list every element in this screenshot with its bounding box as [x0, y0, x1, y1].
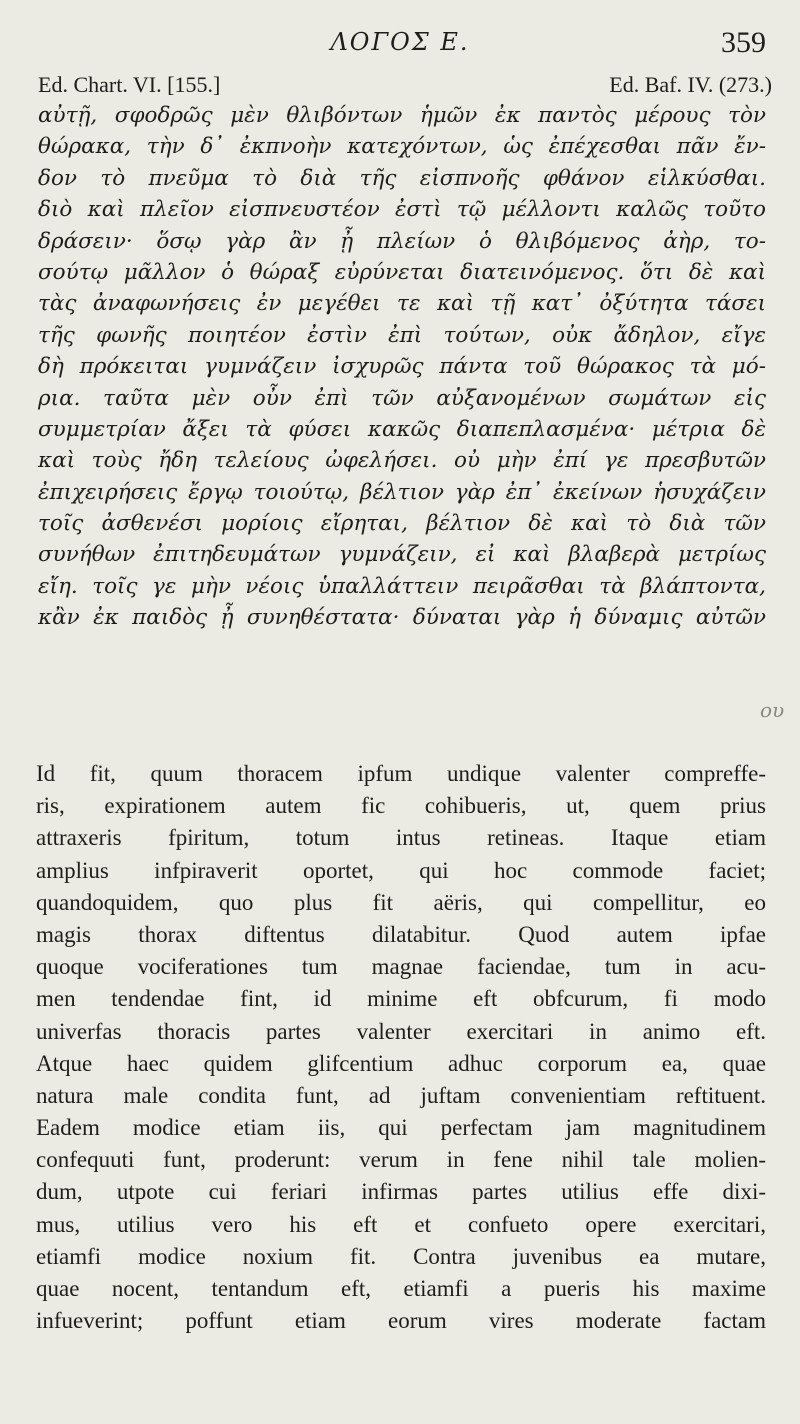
latin-line: amplius infpiraverit oportet, qui hoc commode faciet; — [36, 857, 766, 883]
greek-line: τοῖς ἀσθενέσι μορίοις εἴρηται, βέλτιον δὲ καὶ τὸ διὰ τῶν — [38, 511, 766, 537]
running-title: ΛΟΓΟΣ Ε. — [330, 28, 470, 56]
latin-text-block — [36, 758, 766, 1337]
page-number: 359 — [721, 26, 766, 59]
edition-chartier-reference: Ed. Chart. VI. [155.] — [38, 72, 221, 97]
edition-basel-reference: Ed. Baf. IV. (273.) — [609, 72, 772, 97]
greek-line: σούτῳ μᾶλλον ὁ θώραξ εὐρύνεται διατεινόμενος. ὅτι δὲ καὶ — [38, 259, 766, 285]
latin-line: confequuti funt, proderunt: verum in fene nihil tale molien- — [36, 1147, 766, 1173]
latin-line: quandoquidem, quo plus fit aëris, qui compellitur, eo — [36, 889, 766, 915]
greek-line: συνήθων ἐπιτηδευμάτων γυμνάζειν, εἰ καὶ βλαβερὰ μετρίως — [38, 542, 766, 568]
greek-line: εἴη. τοῖς γε μὴν νέοις ὑπαλλάττειν πειρᾶσθαι τὰ βλάπτοντα, — [38, 573, 766, 599]
greek-line: διὸ καὶ πλεῖον εἰσπνευστέον ἐστὶ τῷ μέλλοντι καλῶς τοῦτο — [38, 197, 766, 223]
greek-line: θώρακα, τὴν δ᾽ ἐκπνοὴν κατεχόντων, ὡς ἐπέχεσθαι πᾶν ἔν- — [38, 134, 766, 160]
latin-line: etiamfi modice noxium fit. Contra juvenibus ea mutare, — [36, 1243, 766, 1269]
greek-line: τῆς φωνῆς ποιητέον ἐστὶν ἐπὶ τούτων, οὐκ ἄδηλον, εἴγε — [38, 322, 766, 348]
greek-line: δον τὸ πνεῦμα τὸ διὰ τῆς εἰσπνοῆς φθάνον εἱλκύσθαι. — [38, 165, 766, 191]
latin-line: infueverint; poffunt etiam eorum vires moderate factam — [36, 1308, 766, 1334]
greek-text-block — [38, 100, 766, 634]
bleed-through-shadow — [50, 700, 750, 724]
latin-line: Eadem modice etiam iis, qui perfectam jam magnitudinem — [36, 1115, 766, 1141]
latin-line: Id fit, quum thoracem ipfum undique valenter compreffe- — [36, 761, 766, 786]
latin-line: ris, expirationem autem fic cohibueris, ut, quem prius — [36, 793, 766, 819]
greek-line: ἐπιχειρήσεις ἔργῳ τοιούτῳ, βέλτιον γὰρ ἐπ᾽ ἐκείνων ἡσυχάζειν — [38, 479, 766, 505]
greek-line: κἂν ἐκ παιδὸς ᾖ συνηθέστατα· δύναται γὰρ ἡ δύναμις αὐτῶν — [38, 605, 766, 631]
edition-references — [38, 72, 772, 102]
greek-line: δὴ πρόκειται γυμνάζειν ἰσχυρῶς πάντα τοῦ θώρακος τὰ μό- — [38, 354, 766, 380]
latin-line: natura male condita funt, ad juftam convenientiam reftituent. — [36, 1082, 766, 1108]
greek-line: τὰς ἀναφωνήσεις ἐν μεγέθει τε καὶ τῇ κατ᾽ ὀξύτητα τάσει — [38, 291, 766, 317]
latin-line: univerfas thoracis partes valenter exercitari in animo eft. — [36, 1018, 766, 1044]
latin-line: magis thorax diftentus dilatabitur. Quod autem ipfae — [36, 921, 766, 947]
latin-line: quoque vociferationes tum magnae faciendae, tum in acu- — [36, 954, 766, 980]
greek-line: δράσειν· ὅσῳ γὰρ ἂν ᾖ πλείων ὁ θλιβόμενος ἀὴρ, το- — [38, 228, 766, 254]
greek-line: ρια. ταῦτα μὲν οὖν ἐπὶ τῶν αὐξανομένων σωμάτων εἰς — [38, 385, 766, 411]
latin-line: men tendendae fint, id minime eft obfcurum, fi modo — [36, 986, 766, 1012]
greek-line: συμμετρίαν ἄξει τὰ φύσει κακῶς διαπεπλασμένα· μέτρια δὲ — [38, 416, 766, 442]
latin-line: attraxeris fpiritum, totum intus retineas. Itaque etiam — [36, 825, 766, 851]
bleed-through-fragment: ου — [760, 698, 785, 722]
latin-line: dum, utpote cui feriari infirmas partes utilius effe dixi- — [36, 1179, 766, 1205]
page-header — [0, 22, 800, 62]
latin-line: mus, utilius vero his eft et confueto opere exercitari, — [36, 1211, 766, 1237]
latin-line: quae nocent, tentandum eft, etiamfi a pueris his maxime — [36, 1276, 766, 1301]
latin-line: Atque haec quidem glifcentium adhuc corporum ea, quae — [36, 1050, 766, 1076]
greek-line: καὶ τοὺς ἤδη τελείους ὠφελήσει. οὐ μὴν ἐπί γε πρεσβυτῶν — [38, 448, 766, 474]
greek-line: αὐτῇ, σφοδρῶς μὲν θλιβόντων ἡμῶν ἐκ παντὸς μέρους τὸν — [38, 103, 766, 128]
